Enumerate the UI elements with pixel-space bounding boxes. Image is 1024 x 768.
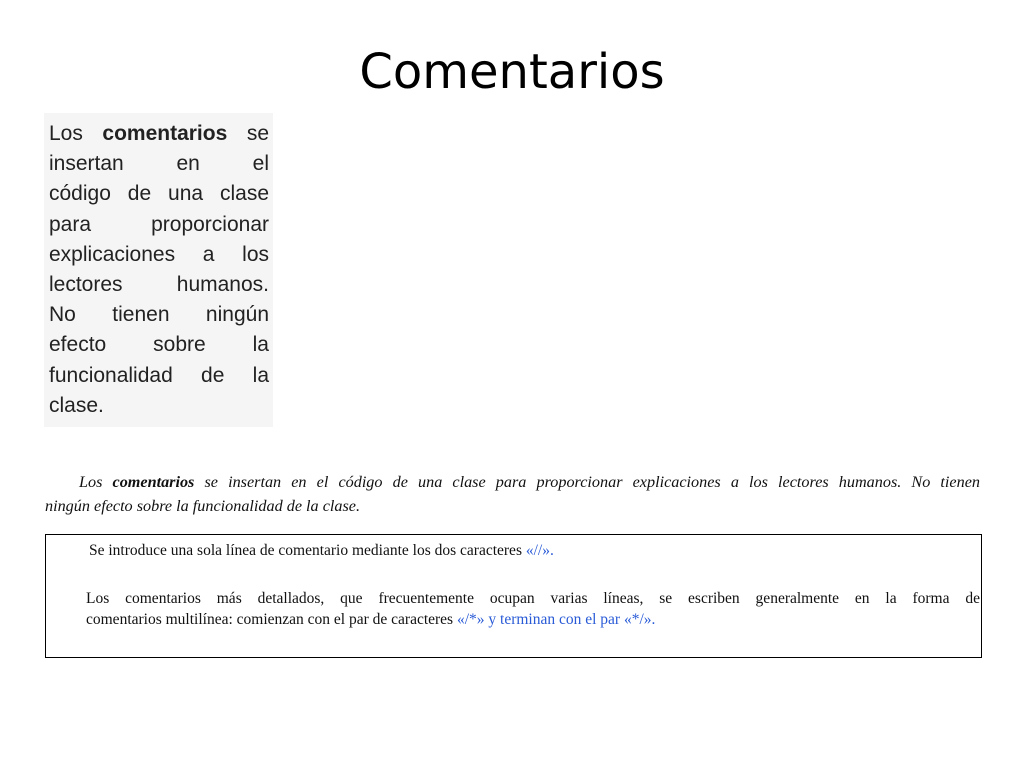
bold-term: comentarios [112,473,195,491]
multiline-comment-text: Los comentarios más detallados, que frecuentemente ocupan varias líneas, se escriben generalmente en la forma de [86,590,980,607]
single-line-comment-syntax: «//». [525,542,554,559]
scan-line: clase. [49,393,104,417]
scan-line: No tienen ningún [49,303,269,327]
scanned-text-image [44,113,273,427]
italic-paragraph-line: Los comentarios se insertan en el código de una clase para proporcionar explicaciones a los lectores humanos. No tienen [79,473,980,491]
multiline-comment-syntax: «/*» y terminan con el par «*/». [456,611,656,628]
scan-line: efecto sobre la [49,333,269,357]
italic-paragraph [45,470,980,518]
comment-syntax-box [45,534,982,658]
scan-line: funcionalidad de la [49,363,269,387]
scan-line: insertan en el [49,152,269,176]
italic-paragraph-line: ningún efecto sobre la funcionalidad de la clase. [45,497,360,515]
scan-line: para proporcionar [49,212,269,236]
scan-line: explicaciones a los [49,242,269,266]
slide-title: Comentarios [359,44,665,100]
scan-line: lectores humanos. [49,273,269,297]
scan-line: código de una clase [49,182,269,206]
multiline-comment-text-cont: comentarios multilínea: comienzan con el par de caracteres «/*» y terminan con el par «*/». [86,611,656,628]
scan-line: Los comentarios se [49,122,269,145]
single-line-comment-text: Se introduce una sola línea de comentario mediante los dos caracteres «//». [89,542,554,559]
